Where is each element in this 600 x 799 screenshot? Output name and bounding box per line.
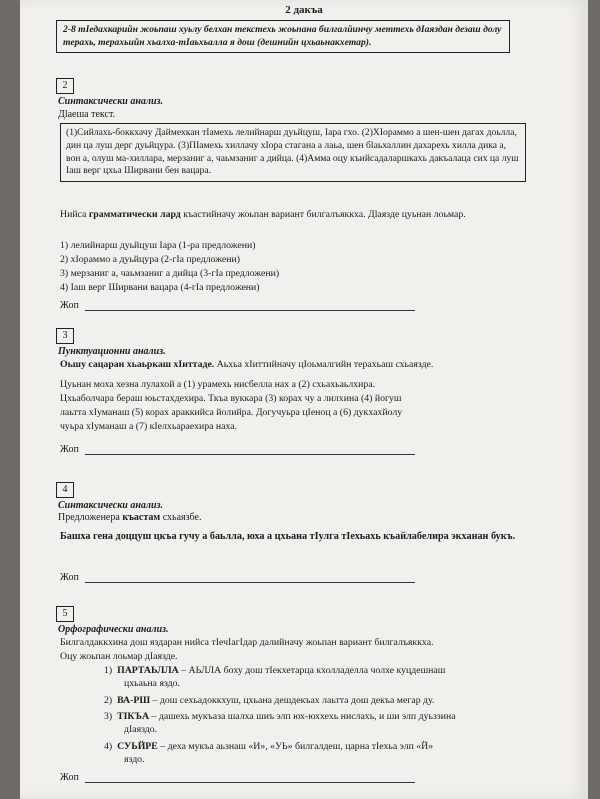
answer-line[interactable] (85, 444, 415, 455)
task-5-item-3: 3) ТIКЪА – дашехь мукъаза шалха шиъ элп юх-юххехь нислахь, и ши элп дуьззина (104, 711, 456, 722)
task-2-option-1: 1) лелийнарш дуьйцуш Iара (1-ра предложени) (60, 240, 256, 251)
task-4-title: Синтаксически анализ. (58, 500, 164, 511)
task-5-subtitle-1: Билгалдаккхина дош яздаран нийса тIечIагIдар далийначу жоьпан вариант билгалъяккха. (60, 637, 434, 648)
answer-line[interactable] (85, 772, 415, 783)
exam-page (20, 0, 588, 799)
task-2-option-3: 3) мерзаниг а, чаьмзаниг а дийца (3-гIа предложени) (60, 268, 280, 279)
answer-line[interactable] (85, 300, 415, 311)
task-3-line-4: чуьра хIуманаш а (7) кIелхьараехира наха. (60, 421, 238, 432)
answer-label: Жоп (60, 572, 79, 583)
task-2-option-4: 4) Iаш верг Ширвани вацара (4-гIа предложени) (60, 282, 260, 293)
task-2-number: 2 (56, 78, 74, 94)
instruction-box: 2-8 тIедахкарийн жоьпаш хуьлу белхан текстехь жоьпана билгалйинчу меттехь дIаяздан дезаш долу терахь, терахьийн хьалха-тIаьхьалла я дош (дешнийн цхьаьнакхетар). (56, 20, 510, 53)
task-5-item-4: 4) СУЬЙРЕ – деха мукъа аьзнаш «И», «УЬ» билгалдеш, царна тIехьа элп «Й» (104, 741, 434, 752)
answer-label: Жоп (60, 772, 79, 783)
task-4-answer[interactable] (60, 572, 415, 583)
task-3-line-3: лаьтта хIуманаш (5) корах араккийса йолийра. Догучуьра цIеноц а (6) дукхахйолу (60, 407, 403, 418)
answer-label: Жоп (60, 444, 79, 455)
task-5-answer[interactable] (60, 772, 415, 783)
task-5-item-1-cont: цхьаьна яздо. (124, 678, 180, 689)
task-4-subtitle: Предложенера къастам схьаязбе. (58, 512, 202, 523)
task-3-answer[interactable] (60, 444, 415, 455)
task-5-number: 5 (56, 606, 74, 622)
answer-label: Жоп (60, 300, 79, 311)
task-5-item-1: 1) ПАРТАЬЛЛА – АЬЛЛА боху дош тIекхетарца кхолладелла чолхе куцдешнаш (104, 665, 446, 676)
task-5-item-2: 2) ВА-РШ – дош сехьадоккхуш, цхьана дешдекъах лаьтта дош декъа мегар ду. (104, 695, 435, 706)
task-4-sentence: Башха гена доццуш цкъа гучу а баьлла, юха а цхьана тIулга тIехьахь къайлабелира экханан букъ. (60, 531, 516, 542)
task-2-question: Нийса грамматически лард къастийначу жоьпан вариант билгалъяккха. Дlаяздe цуьнан лоьмар. (60, 209, 466, 220)
answer-line[interactable] (85, 572, 415, 583)
task-2-answer[interactable] (60, 300, 415, 311)
task-2-title: Синтаксически анализ. (58, 96, 164, 107)
task-4-number: 4 (56, 482, 74, 498)
task-5-subtitle-2: Оцу жоьпан лоьмар дIаязде. (60, 651, 178, 662)
task-3-number: 3 (56, 328, 74, 344)
task-5-item-4-cont: яздо. (124, 754, 145, 765)
page-header: 2 дакъа (285, 4, 323, 16)
task-2-subtitle: Дlаеша текст. (58, 109, 116, 120)
task-3-lead: Оьшу сацаран хьаьркаш хIиттаде. Аьхьа хIиттийначу цIоьмалгийн терахьаш схьаязде. (60, 359, 434, 370)
task-3-line-2: Цхьаболчара бераш юьстахдехира. Ткъа вуккара (3) корах чу а лилхина (4) йогуш (60, 393, 402, 404)
task-5-title: Орфографически анализ. (58, 624, 169, 635)
task-2-option-2: 2) хIораммо а дуьйцура (2-гIа предложени) (60, 254, 241, 265)
task-2-text: (1)Сийлахь-боккхачу Даймехкан тIамехь лелийнарш дуьйцуш, Iара гхо. (2)ХIораммо а шен-шен дагах доьлла, дин ца луш дерг дуьйцура. (3)ПIамехь хиллачу хIора стагана а лаьа, шен бlаьхаллин дахарехь хилла дика а, вон а, олуш ма-хиллара, мерзаниг а, чаьмзаниг а дийца. (4)Амма оцу къийсадаларшкахь дакъалаца сих ца луш Iаш верг цхьа Ширвани бен вацара. (60, 123, 526, 182)
task-5-item-3-cont: дIаяздо. (124, 724, 158, 735)
task-3-line-1: Цуьнан моха хезна лулахой а (1) урамехь нисбелла нах а (2) схьахьаьлхира. (60, 379, 376, 390)
task-3-title: Пунктуационни анализ. (58, 346, 166, 357)
